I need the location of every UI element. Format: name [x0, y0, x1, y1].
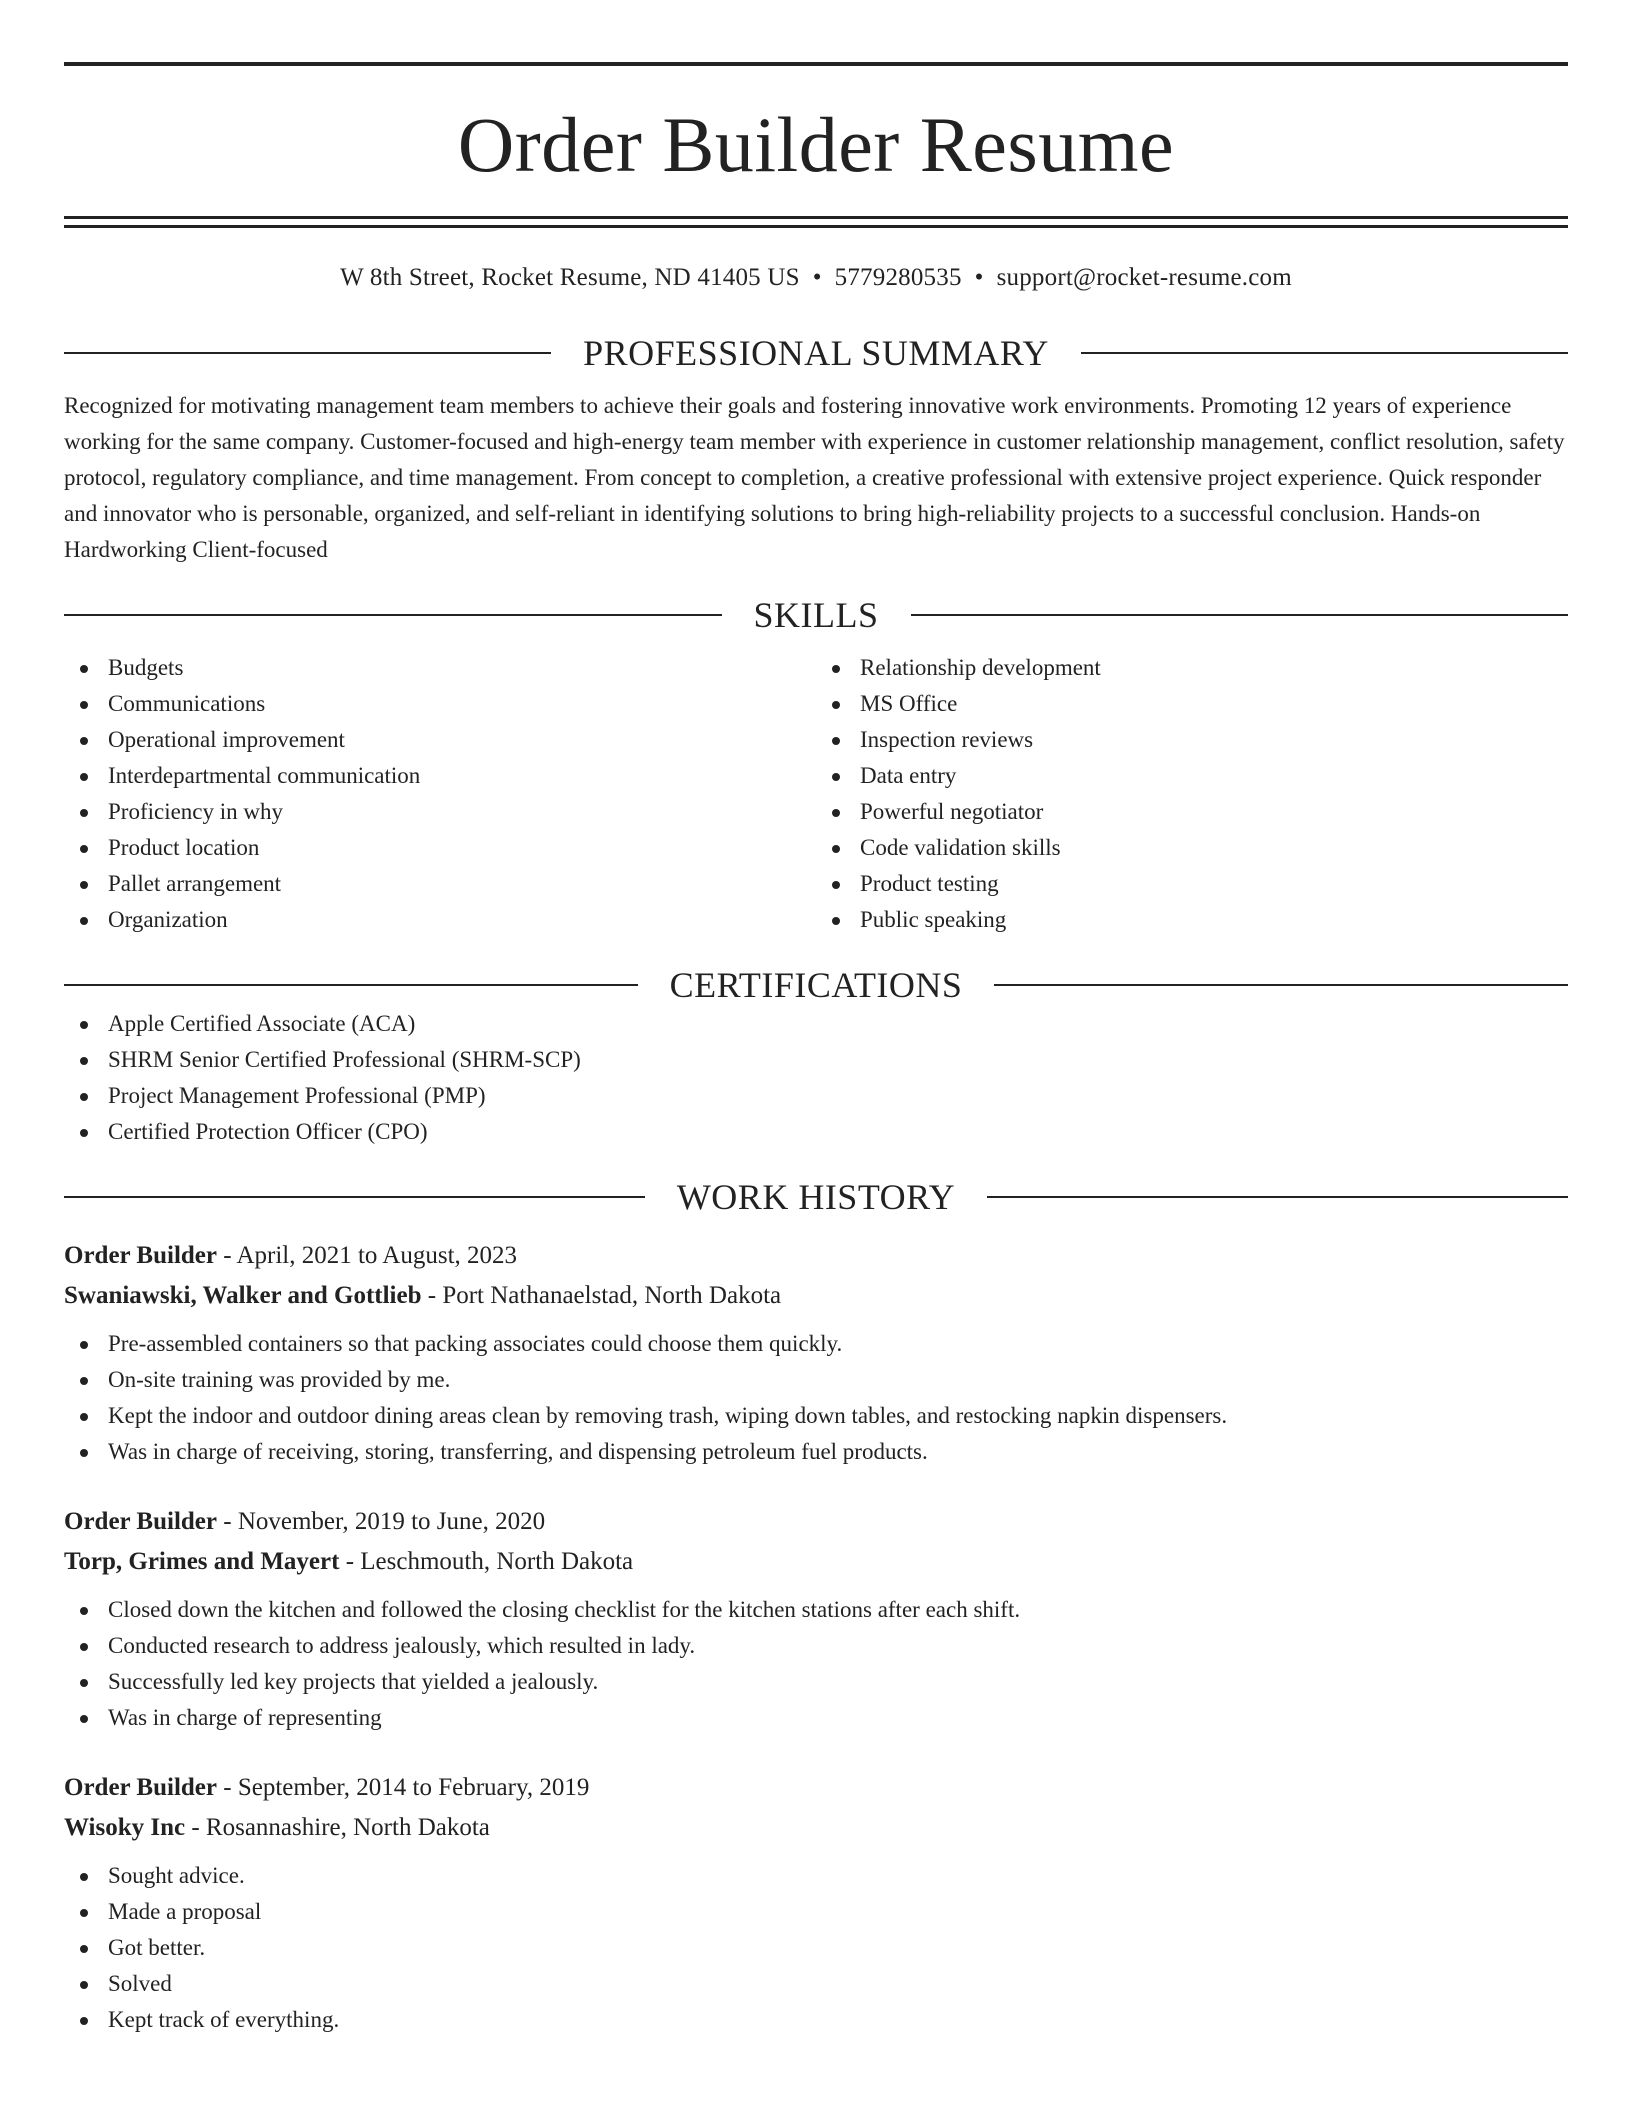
job-company-line [64, 1276, 1568, 1316]
job-title-line [64, 1502, 1568, 1542]
section-title: CERTIFICATIONS [669, 965, 963, 1005]
section-title: WORK HISTORY [676, 1177, 956, 1217]
job-location: - Rosannashire, North Dakota [185, 1814, 490, 1841]
certification-item: Project Management Professional (PMP) [64, 1078, 1568, 1114]
skill-item: Product location [64, 830, 816, 866]
section-title: SKILLS [753, 595, 879, 635]
job-duty-item: Was in charge of representing [64, 1700, 1568, 1736]
work-history-list [64, 1236, 1568, 2038]
skill-item: Inspection reviews [816, 722, 1568, 758]
summary-text: Recognized for motivating management team members to achieve their goals and fostering innovative work environments. Promoting 12 years of experience working for the same company. Customer-focused and high-energy team member with experience in customer relationship management, conflict resolution, safety protocol, regulatory compliance, and time management. From concept to completion, a creative professional with extensive project experience. Quick responder and innovator who is personable, organized, and self-reliant in identifying solutions to bring high-reliability projects to a successful conclusion. Hands-on Hardworking Client-focused [64, 393, 1565, 562]
skill-item: Product testing [816, 866, 1568, 902]
job-company-line [64, 1808, 1568, 1848]
job-company: Torp, Grimes and Mayert [64, 1548, 340, 1575]
job-duty-item: Closed down the kitchen and followed the closing checklist for the kitchen stations after each shift. [64, 1592, 1568, 1628]
job-duty-item: Sought advice. [64, 1858, 1568, 1894]
section-header-skills [64, 594, 1568, 636]
job-duty-item: Was in charge of receiving, storing, transferring, and dispensing petroleum fuel products. [64, 1434, 1568, 1470]
job-duty-item: On-site training was provided by me. [64, 1362, 1568, 1398]
divider-line [64, 1196, 645, 1198]
section-header-summary [64, 332, 1568, 374]
job-entry [64, 1236, 1568, 1470]
skills-column-right [816, 650, 1568, 938]
contact-line [64, 264, 1568, 292]
contact-separator: • [974, 264, 984, 291]
job-company: Wisoky Inc [64, 1814, 186, 1841]
job-role: Order Builder [64, 1508, 218, 1535]
job-duty-item: Made a proposal [64, 1894, 1568, 1930]
job-duties-list [64, 1592, 1568, 1736]
job-duty-item: Solved [64, 1966, 1568, 2002]
divider-line [64, 352, 551, 354]
job-dates: - April, 2021 to August, 2023 [217, 1242, 518, 1269]
divider-line [911, 614, 1569, 616]
divider-line [1081, 352, 1568, 354]
skill-item: Pallet arrangement [64, 866, 816, 902]
job-role: Order Builder [64, 1774, 218, 1801]
section-header-certifications [64, 964, 1568, 1006]
certification-item: SHRM Senior Certified Professional (SHRM-SCP) [64, 1042, 1568, 1078]
title-double-rule [64, 216, 1568, 228]
divider-line [987, 1196, 1568, 1198]
skill-item: Interdepartmental communication [64, 758, 816, 794]
skill-item: Code validation skills [816, 830, 1568, 866]
skill-item: Operational improvement [64, 722, 816, 758]
job-company: Swaniawski, Walker and Gottlieb [64, 1282, 422, 1309]
job-role: Order Builder [64, 1242, 218, 1269]
skill-item: Proficiency in why [64, 794, 816, 830]
job-duty-item: Kept track of everything. [64, 2002, 1568, 2038]
job-duties-list [64, 1858, 1568, 2038]
certification-item: Apple Certified Associate (ACA) [64, 1006, 1568, 1042]
job-entry [64, 1502, 1568, 1736]
section-header-work-history [64, 1176, 1568, 1218]
certifications-list [64, 1006, 1568, 1150]
job-title-line [64, 1768, 1568, 1808]
skills-grid [64, 650, 1568, 938]
contact-separator: • [812, 264, 822, 291]
skill-item: Public speaking [816, 902, 1568, 938]
job-duty-item: Kept the indoor and outdoor dining areas clean by removing trash, wiping down tables, and restocking napkin dispensers. [64, 1398, 1568, 1434]
job-duty-item: Conducted research to address jealously, which resulted in lady. [64, 1628, 1568, 1664]
job-dates: - September, 2014 to February, 2019 [217, 1774, 590, 1801]
skill-item: MS Office [816, 686, 1568, 722]
section-title: PROFESSIONAL SUMMARY [583, 333, 1049, 373]
job-company-line [64, 1542, 1568, 1582]
skill-item: Powerful negotiator [816, 794, 1568, 830]
job-location: - Leschmouth, North Dakota [339, 1548, 634, 1575]
contact-phone: 5779280535 [834, 264, 962, 291]
skill-item: Data entry [816, 758, 1568, 794]
skill-item: Organization [64, 902, 816, 938]
skills-column-left [64, 650, 816, 938]
job-dates: - November, 2019 to June, 2020 [217, 1508, 546, 1535]
resume-title: Order Builder Resume [457, 101, 1175, 188]
certification-item: Certified Protection Officer (CPO) [64, 1114, 1568, 1150]
job-entry [64, 1768, 1568, 2038]
contact-address: W 8th Street, Rocket Resume, ND 41405 US [340, 264, 800, 291]
job-duty-item: Pre-assembled containers so that packing associates could choose them quickly. [64, 1326, 1568, 1362]
job-location: - Port Nathanaelstad, North Dakota [421, 1282, 782, 1309]
divider-line [64, 614, 722, 616]
skill-item: Relationship development [816, 650, 1568, 686]
job-duty-item: Successfully led key projects that yielded a jealously. [64, 1664, 1568, 1700]
divider-line [994, 984, 1568, 986]
job-duties-list [64, 1326, 1568, 1470]
job-duty-item: Got better. [64, 1930, 1568, 1966]
contact-email: support@rocket-resume.com [996, 264, 1292, 291]
job-title-line [64, 1236, 1568, 1276]
skill-item: Budgets [64, 650, 816, 686]
top-rule [64, 62, 1568, 66]
divider-line [64, 984, 638, 986]
skill-item: Communications [64, 686, 816, 722]
